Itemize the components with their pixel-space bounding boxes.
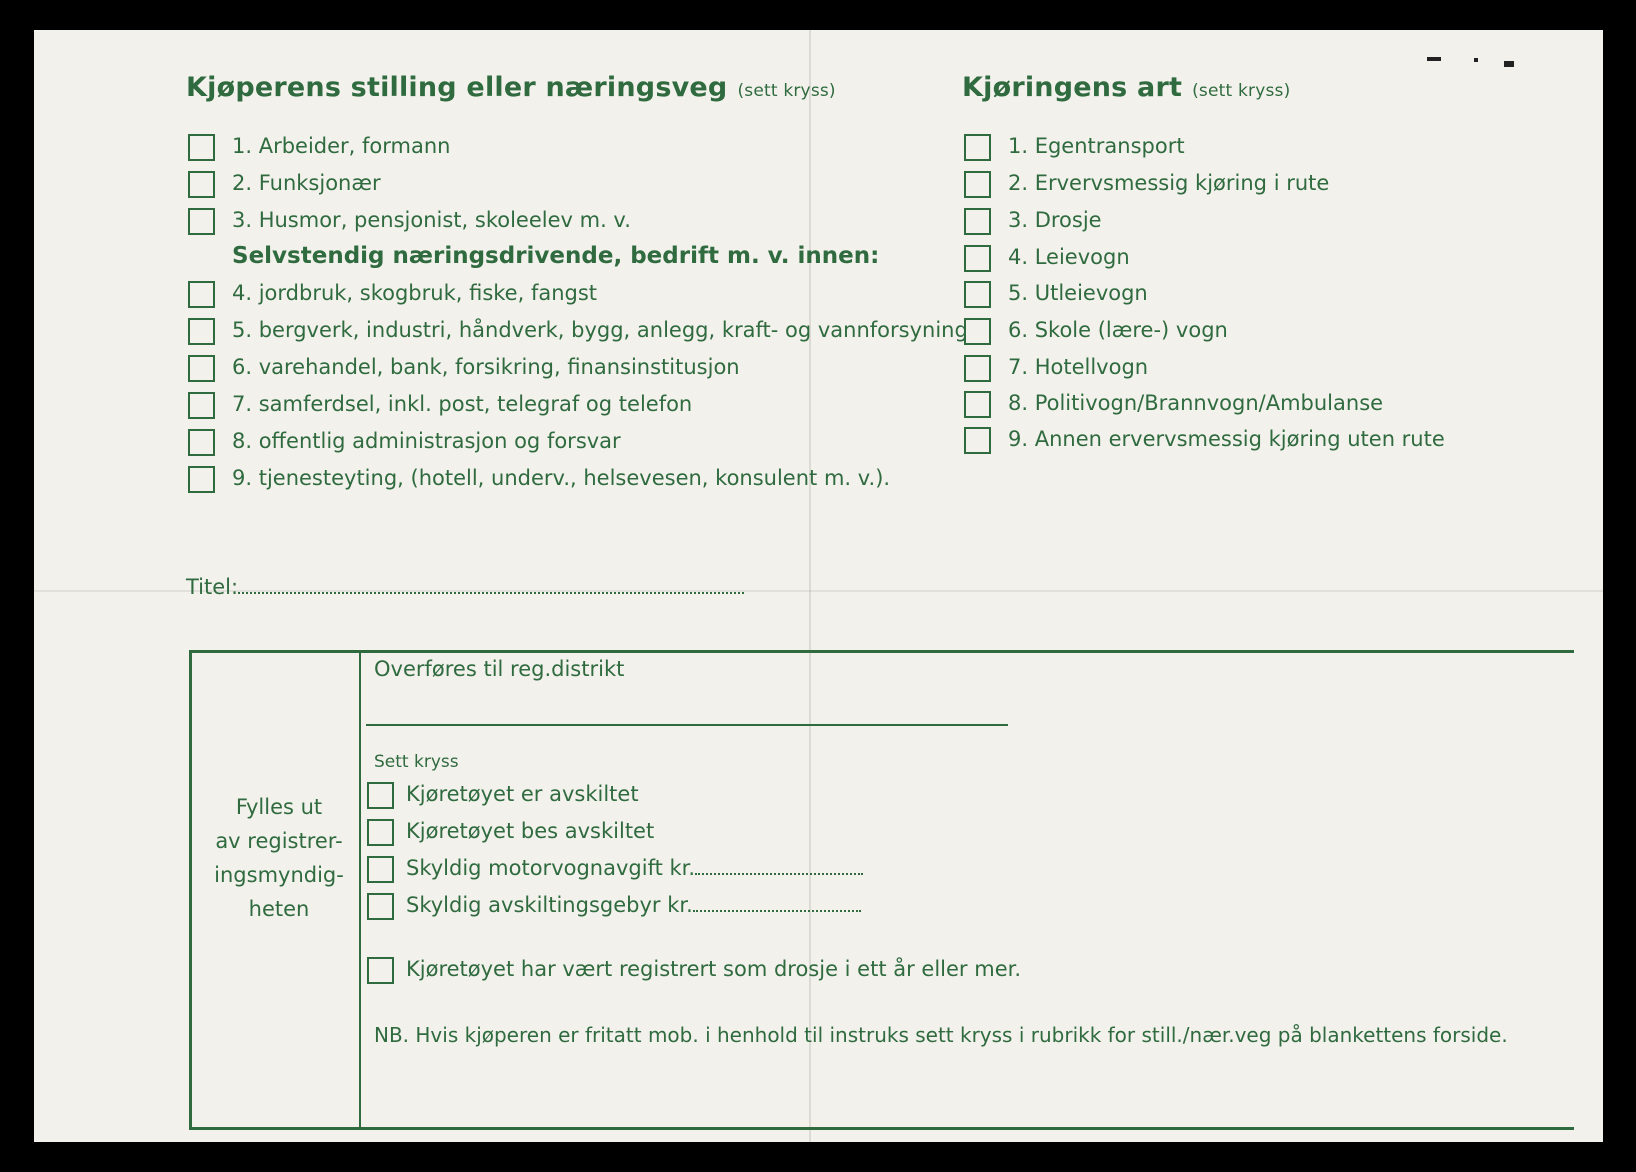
titel-field[interactable] — [186, 575, 744, 599]
checkbox-driving-4[interactable] — [964, 245, 991, 272]
vehicle-tax-dotted-line — [695, 857, 863, 875]
driving-section-title — [962, 72, 1290, 103]
checkbox-request-deregister[interactable] — [367, 819, 394, 846]
checkbox-driving-3[interactable] — [964, 208, 991, 235]
buyer-option-4: 4. jordbruk, skogbruk, fiske, fangst — [232, 281, 598, 305]
transfer-district-label: Overføres til reg.distrikt — [374, 657, 625, 681]
driving-option-2: 2. Ervervsmessig kjøring i rute — [1008, 171, 1330, 195]
buyer-option-8: 8. offentlig administrasjon og forsvar — [232, 429, 621, 453]
driving-option-4: 4. Leievogn — [1008, 245, 1130, 269]
side-label-line-2: av registrer- — [215, 829, 343, 853]
checkbox-driving-6[interactable] — [964, 318, 991, 345]
side-label-line-1: Fylles ut — [235, 795, 323, 819]
driving-option-6: 6. Skole (lære-) vogn — [1008, 318, 1228, 342]
driving-option-3: 3. Drosje — [1008, 208, 1102, 232]
corner-mark — [1474, 58, 1478, 62]
checkbox-plate-fee[interactable] — [367, 893, 394, 920]
check-instruction: Sett kryss — [374, 752, 459, 772]
driving-option-8: 8. Politivogn/Brannvogn/Ambulanse — [1008, 391, 1384, 415]
checkbox-buyer-8[interactable] — [188, 429, 215, 456]
plate-fee-label: Skyldig avskiltingsgebyr kr. — [406, 893, 693, 917]
vehicle-tax-field[interactable] — [406, 856, 863, 880]
driving-title-text: Kjøringens art — [962, 72, 1183, 103]
checkbox-driving-9[interactable] — [964, 427, 991, 454]
checkbox-buyer-3[interactable] — [188, 208, 215, 235]
box-top-border — [189, 650, 1574, 653]
registration-authority-label — [204, 790, 354, 926]
buyer-option-1: 1. Arbeider, formann — [232, 134, 451, 158]
checkbox-buyer-1[interactable] — [188, 134, 215, 161]
checkbox-buyer-4[interactable] — [188, 281, 215, 308]
box-left-border — [189, 650, 192, 1130]
buyer-option-9: 9. tjenesteyting, (hotell, underv., helsevesen, konsulent m. v.). — [232, 466, 891, 490]
exemption-note: NB. Hvis kjøperen er fritatt mob. i henhold til instruks sett kryss i rubrikk for still./nær.veg på blankettens forside. — [374, 1023, 1508, 1047]
plate-fee-dotted-line — [693, 894, 861, 912]
buyer-title-hint: (sett kryss) — [737, 81, 836, 101]
checkbox-buyer-6[interactable] — [188, 355, 215, 382]
box-bottom-border — [189, 1127, 1574, 1130]
form-sheet — [34, 30, 1603, 1142]
checkbox-buyer-9[interactable] — [188, 466, 215, 493]
buyer-option-7: 7. samferdsel, inkl. post, telegraf og telefon — [232, 392, 693, 416]
side-label-line-3: ingsmyndig- — [214, 863, 344, 887]
transfer-district-line[interactable] — [366, 724, 1008, 726]
buyer-option-2: 2. Funksjonær — [232, 171, 381, 195]
checkbox-driving-7[interactable] — [964, 355, 991, 382]
checkbox-buyer-2[interactable] — [188, 171, 215, 198]
checkbox-buyer-5[interactable] — [188, 318, 215, 345]
self-employed-subheading: Selvstendig næringsdrivende, bedrift m. v. innen: — [232, 243, 880, 269]
checkbox-driving-8[interactable] — [964, 391, 991, 418]
driving-option-7: 7. Hotellvogn — [1008, 355, 1149, 379]
buyer-option-5: 5. bergverk, industri, håndverk, bygg, anlegg, kraft- og vannforsyning — [232, 318, 968, 342]
checkbox-driving-5[interactable] — [964, 281, 991, 308]
check-request-deregister-label: Kjøretøyet bes avskiltet — [406, 819, 655, 843]
side-label-line-4: heten — [248, 897, 310, 921]
checkbox-driving-1[interactable] — [964, 134, 991, 161]
corner-mark — [1504, 61, 1514, 67]
checkbox-buyer-7[interactable] — [188, 392, 215, 419]
driving-option-1: 1. Egentransport — [1008, 134, 1185, 158]
driving-option-5: 5. Utleievogn — [1008, 281, 1148, 305]
driving-title-hint: (sett kryss) — [1192, 81, 1291, 101]
titel-label: Titel: — [186, 575, 239, 599]
checkbox-deregistered[interactable] — [367, 782, 394, 809]
check-deregistered-label: Kjøretøyet er avskiltet — [406, 782, 639, 806]
titel-dotted-line — [238, 576, 744, 594]
corner-mark — [1427, 57, 1441, 61]
taxi-history-label: Kjøretøyet har vært registrert som drosje i ett år eller mer. — [406, 957, 1021, 981]
buyer-option-6: 6. varehandel, bank, forsikring, finansinstitusjon — [232, 355, 740, 379]
checkbox-vehicle-tax[interactable] — [367, 856, 394, 883]
checkbox-taxi-history[interactable] — [367, 957, 394, 984]
buyer-option-3: 3. Husmor, pensjonist, skoleelev m. v. — [232, 208, 631, 232]
checkbox-driving-2[interactable] — [964, 171, 991, 198]
buyer-section-title — [186, 72, 836, 103]
buyer-title-text: Kjøperens stilling eller næringsveg — [186, 72, 728, 103]
box-column-divider — [359, 650, 361, 1127]
driving-option-9: 9. Annen ervervsmessig kjøring uten rute — [1008, 427, 1445, 451]
vehicle-tax-label: Skyldig motorvognavgift kr. — [406, 856, 696, 880]
plate-fee-field[interactable] — [406, 893, 861, 917]
